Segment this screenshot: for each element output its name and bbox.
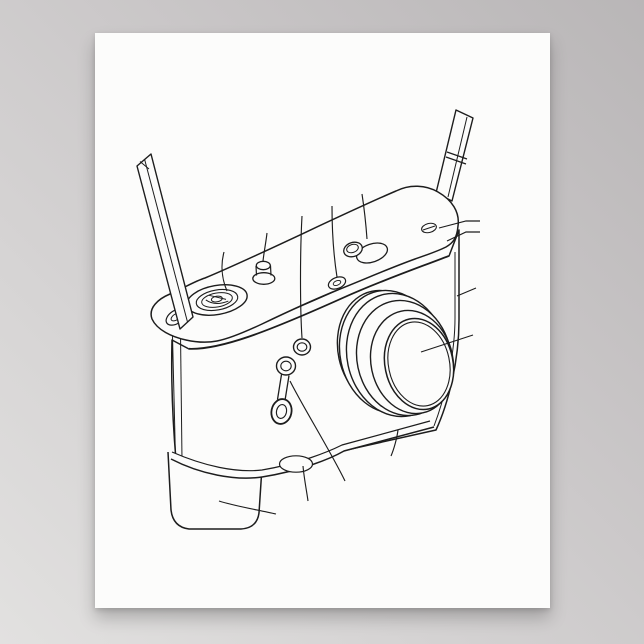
leader-1: [457, 288, 476, 296]
flash-socket-49: [294, 339, 311, 355]
right-strap: [436, 110, 473, 201]
base-roller: [280, 456, 313, 472]
